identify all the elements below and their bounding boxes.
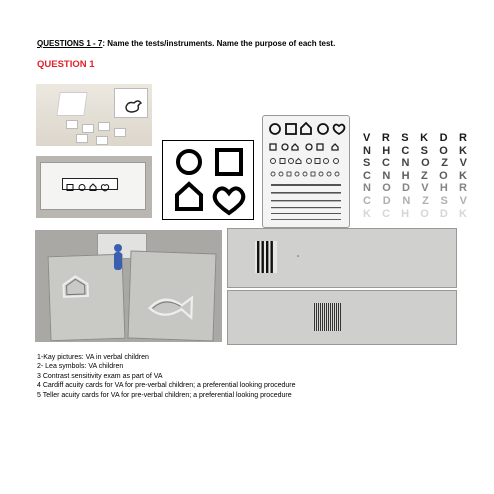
- answer-item: 4 Cardiff acuity cards for VA for pre-verbal children; a preferential looking procedure: [37, 382, 296, 390]
- kay-pictures-photo: [36, 84, 152, 146]
- answer-item: 3 Contrast sensitivity exam as part of VA: [37, 372, 163, 380]
- chart-letter: S: [420, 144, 428, 157]
- house-icon: [177, 184, 201, 209]
- chart-letter: O: [439, 144, 448, 157]
- chart-letter: D: [402, 182, 410, 195]
- chart-letter: K: [459, 169, 467, 182]
- chart-letter: C: [363, 169, 371, 182]
- kay-card-left: [56, 92, 87, 116]
- teller-card-fine-photo: [227, 290, 457, 345]
- kay-small-card: [76, 134, 88, 143]
- duck-icon: [115, 89, 149, 119]
- chart-letter: K: [363, 207, 371, 220]
- lea-chart-symbols-icon: [263, 116, 350, 228]
- answer-list: [37, 353, 295, 400]
- chart-letter: O: [421, 157, 430, 170]
- letter-chart-photo: [357, 128, 468, 221]
- lea-symbols-board-photo: [36, 156, 152, 218]
- letter-chart-row: [363, 182, 467, 194]
- chart-letter: R: [459, 132, 467, 144]
- chart-letter: H: [401, 207, 410, 220]
- chart-letter: K: [420, 132, 429, 144]
- answer-item: 1-Kay pictures: VA in verbal children: [37, 354, 149, 361]
- chart-letter: K: [459, 207, 467, 220]
- lea-chart-photo: [262, 115, 350, 228]
- chart-letter: S: [363, 157, 371, 170]
- page-heading: [37, 39, 335, 48]
- kay-small-card: [82, 124, 94, 133]
- chart-letter: S: [401, 132, 409, 144]
- chart-letter: D: [439, 132, 448, 144]
- questions-range: QUESTIONS 1 - 7: [37, 39, 103, 48]
- chart-letter: C: [363, 195, 371, 207]
- letter-chart-row: [363, 145, 467, 157]
- grating-fine-icon: [228, 291, 457, 345]
- chart-letter: V: [363, 132, 371, 144]
- answer-item: 5 Teller acuity cards for VA for pre-verbal children; a preferential looking procedure: [37, 391, 292, 399]
- chart-letter: N: [363, 182, 371, 195]
- lea-strip-symbols-icon: [63, 183, 116, 192]
- chart-letter: H: [401, 169, 410, 182]
- teller-card-coarse-photo: [227, 228, 457, 288]
- chart-letter: S: [440, 195, 448, 207]
- lea-symbols-icons: [163, 141, 254, 220]
- kay-small-card: [114, 128, 126, 137]
- chart-letter: V: [421, 182, 429, 195]
- lea-symbol-strip: [62, 178, 118, 190]
- chart-letter: D: [382, 195, 391, 207]
- chart-letter: N: [363, 144, 371, 157]
- blue-figure-icon: [35, 230, 222, 342]
- chart-letter: N: [401, 157, 410, 170]
- chart-letter: C: [381, 157, 390, 170]
- chart-letter: V: [459, 157, 467, 170]
- chart-letter: R: [381, 132, 390, 144]
- chart-letter: R: [459, 182, 467, 195]
- question-label: QUESTION 1: [37, 59, 95, 70]
- letter-chart-row: [363, 208, 467, 220]
- grating-coarse-icon: [228, 229, 457, 288]
- heading-instruction: : Name the tests/instruments. Name the purpose of each test.: [102, 39, 336, 48]
- letter-chart-row: [363, 195, 467, 207]
- letter-chart-row: [363, 132, 467, 144]
- kay-small-card: [96, 136, 108, 145]
- chart-letter: N: [382, 169, 391, 182]
- chart-letter: H: [439, 182, 448, 195]
- chart-letter: N: [402, 195, 411, 207]
- lea-symbols-photo: [162, 140, 254, 220]
- answer-item: 2- Lea symbols: VA children: [37, 363, 124, 371]
- chart-letter: H: [382, 144, 391, 157]
- chart-letter: O: [439, 169, 448, 182]
- chart-letter: V: [459, 195, 467, 207]
- chart-letter: C: [401, 144, 410, 157]
- chart-letter: O: [382, 182, 391, 195]
- chart-letter: O: [420, 207, 429, 220]
- cardiff-cards-photo: [35, 230, 222, 342]
- chart-letter: Z: [441, 157, 448, 170]
- kay-small-card: [66, 120, 78, 129]
- kay-card-right: [114, 88, 148, 118]
- chart-letter: Z: [422, 195, 429, 207]
- chart-letter: D: [439, 207, 448, 220]
- chart-letter: K: [459, 144, 467, 157]
- chart-letter: C: [382, 207, 391, 220]
- kay-small-card: [98, 122, 110, 131]
- circle-icon: [178, 151, 200, 173]
- apple-icon: [215, 188, 244, 213]
- square-icon: [217, 150, 241, 174]
- chart-letter: Z: [420, 169, 428, 182]
- letter-chart-row: [363, 170, 467, 182]
- letter-chart-row: [363, 157, 467, 169]
